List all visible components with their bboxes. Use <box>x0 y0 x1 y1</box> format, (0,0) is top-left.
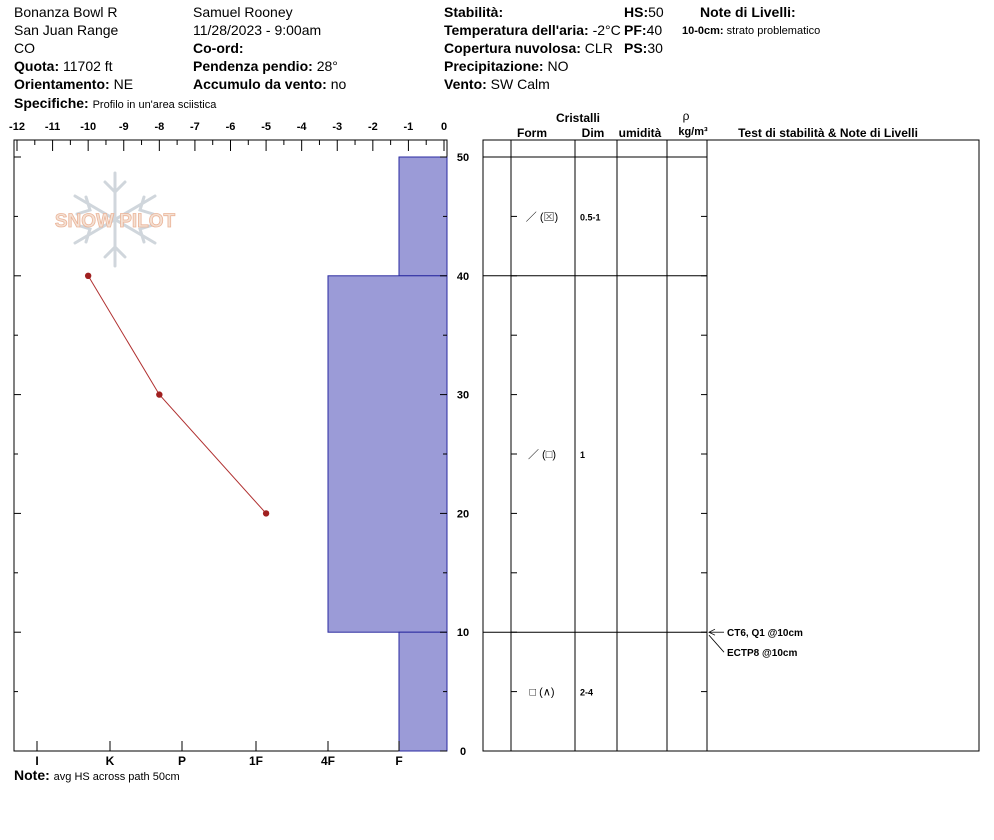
header-tests: Test di stabilità & Note di Livelli <box>738 126 918 140</box>
table-headers <box>517 109 918 140</box>
layer-notes-label: Note di Livelli: <box>700 4 796 20</box>
crystal-size: 2-4 <box>580 687 594 698</box>
temperature-tick-label: -12 <box>9 121 25 133</box>
state: CO <box>14 40 35 56</box>
temperature-tick-label: -10 <box>80 121 97 133</box>
slope-label: Pendenza pendio: <box>193 58 313 74</box>
air-temp-label: Temperatura dell'aria: <box>444 22 589 38</box>
wind-loading-label: Accumulo da vento: <box>193 76 327 92</box>
slope-value: 28° <box>316 58 338 74</box>
air-temp-value: -2°C <box>592 22 621 38</box>
temperature-tick-label: -2 <box>367 121 378 133</box>
specifics-label: Specifiche: <box>14 95 89 111</box>
hardness-layer-f-2 <box>399 632 447 751</box>
crystal-rows <box>526 210 601 698</box>
temperature-line <box>88 276 266 514</box>
table-border <box>483 140 979 751</box>
temperature-tick-label: -11 <box>44 121 61 133</box>
layer-table <box>483 140 979 751</box>
stability-test-label: CT6, Q1 @10cm <box>727 628 803 640</box>
hs-value: 50 <box>648 4 664 20</box>
cloud-label: Copertura nuvolosa: <box>444 40 581 56</box>
cloud-value: CLR <box>584 40 613 56</box>
observer-name: Samuel Rooney <box>193 4 293 20</box>
temperature-tick-label: -8 <box>154 121 165 133</box>
specifics-value: Profilo in un'area sciistica <box>92 99 217 111</box>
header-form: Form <box>517 126 547 140</box>
temperature-tick-label: -7 <box>190 121 200 133</box>
coord-label: Co-ord: <box>193 40 244 56</box>
temperature-tick-label: -5 <box>261 121 271 133</box>
precip-label: Precipitazione: <box>444 58 544 74</box>
temperature-point-1 <box>156 391 162 397</box>
depth-tick-label: 50 <box>456 152 470 164</box>
note-value: avg HS across path 50cm <box>53 771 180 783</box>
header-density-symbol: ρ <box>682 109 690 123</box>
hardness-tick-label: I <box>35 754 39 768</box>
ps-label: PS: <box>624 40 648 56</box>
layer-note-text: strato problematico <box>726 25 821 37</box>
depth-tick-label: 30 <box>456 389 470 402</box>
temperature-profile <box>85 273 269 517</box>
precip-value: NO <box>547 58 569 74</box>
temperature-axis <box>9 121 447 151</box>
hardness-layer-f-0 <box>399 157 447 276</box>
mountain-range: San Juan Range <box>14 22 119 38</box>
wind-label: Vento: <box>444 76 487 92</box>
header-moisture: umidità <box>618 126 662 140</box>
depth-tick-label: 40 <box>456 270 470 283</box>
crystal-form: □ (∧) <box>529 686 555 699</box>
stability-test-label: ECTP8 @10cm <box>727 648 798 660</box>
temperature-point-2 <box>263 510 269 516</box>
depth-tick-label: 20 <box>456 508 470 521</box>
hardness-layers <box>328 157 447 751</box>
hardness-layer-4f-1 <box>328 276 447 632</box>
temperature-tick-label: -6 <box>225 121 236 133</box>
elevation-label: Quota: <box>14 58 60 74</box>
depth-tick-label: 0 <box>459 746 467 758</box>
test-leader-line <box>709 635 724 652</box>
hs-label: HS: <box>624 4 649 20</box>
temperature-tick-label: -9 <box>118 121 129 133</box>
hardness-tick-label: P <box>177 754 187 768</box>
temperature-tick-label: -1 <box>403 121 414 133</box>
location-name: Bonanza Bowl R <box>14 4 118 20</box>
aspect-label: Orientamento: <box>14 76 110 92</box>
header-size: Dim <box>581 126 605 140</box>
temperature-tick-label: -3 <box>332 121 343 133</box>
pf-label: PF: <box>624 22 647 38</box>
snowpilot-logo <box>55 173 176 266</box>
crystal-form: ／ (□) <box>527 449 557 461</box>
layer-note-depth: 10-0cm: <box>682 25 724 37</box>
crystal-size: 1 <box>580 450 586 460</box>
temperature-tick-label: 0 <box>440 121 448 133</box>
hardness-tick-label: K <box>105 754 115 768</box>
wind-value: SW Calm <box>490 76 550 92</box>
stability-tests <box>709 628 803 659</box>
header-density-unit: kg/m³ <box>678 126 708 138</box>
wind-loading-value: no <box>330 76 347 92</box>
elevation-value: 11702 ft <box>63 58 113 74</box>
stability-label: Stabilità: <box>444 4 504 20</box>
ps-value: 30 <box>647 40 663 56</box>
note-label: Note: <box>14 767 50 783</box>
crystal-size: 0.5-1 <box>580 212 601 223</box>
observation-datetime: 11/28/2023 - 9:00am <box>193 22 322 38</box>
depth-tick-label: 10 <box>456 627 470 640</box>
logo-text: SNOW PILOT <box>54 211 176 232</box>
hardness-tick-label: 1F <box>248 754 264 768</box>
temperature-point-0 <box>85 273 91 279</box>
crystal-form: ／ (⊠) <box>525 211 559 224</box>
header-crystals: Cristalli <box>555 111 601 125</box>
hardness-tick-label: 4F <box>320 754 336 768</box>
pf-value: 40 <box>646 22 663 38</box>
temperature-tick-label: -4 <box>296 121 307 133</box>
aspect-value: NE <box>113 76 134 92</box>
hardness-tick-label: F <box>395 754 403 768</box>
hardness-axis <box>35 741 402 768</box>
